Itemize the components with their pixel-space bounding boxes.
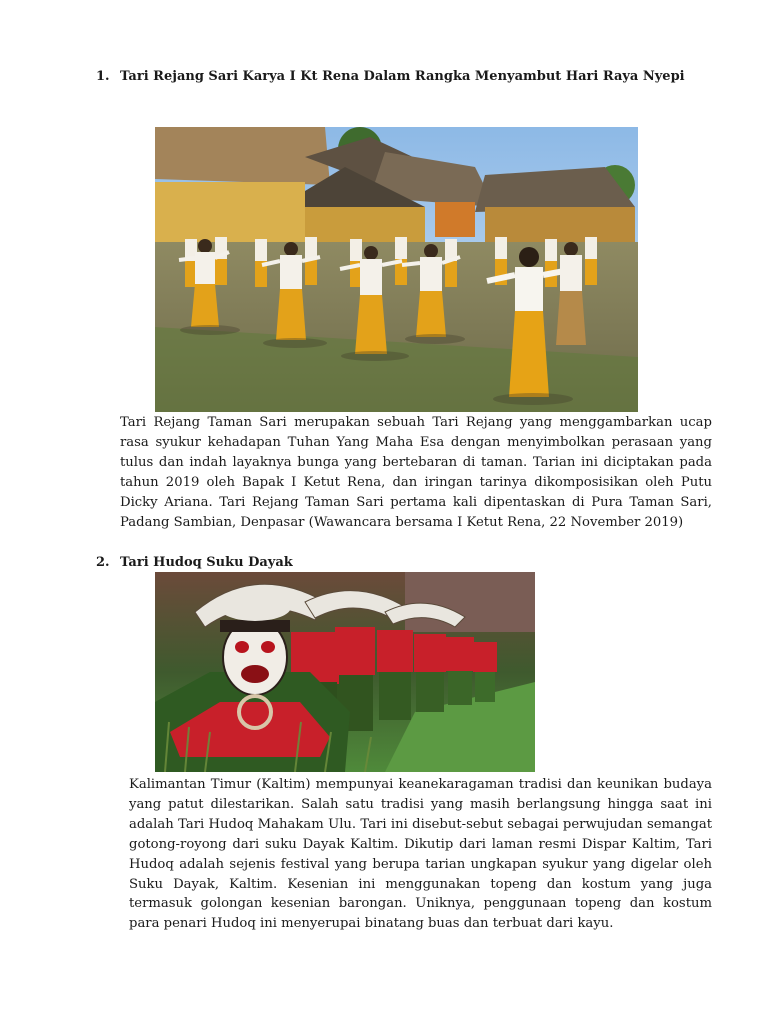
- rejang-dance-photo: [155, 127, 638, 412]
- section-2-number: 2.: [96, 555, 110, 570]
- section-2-paragraph: Kalimantan Timur (Kaltim) mempunyai keanekaragaman tradisi dan keunikan budaya yang patut dilestarikan. Salah satu tradisi yang masih berlangsung hingga saat ini adalah Tari Hudoq Mahakam Ulu. Tari ini disebut-sebut sebagai perwujudan semangat gotong-royong dari suku Dayak Kaltim. Dikutip dari laman resmi Dispar Kaltim, Tari Hudoq adalah sejenis festival yang berupa tarian ungkapan syukur yang digelar oleh Suku Dayak, Kaltim. Kesenian ini menggunakan topeng dan kostum yang juga termasuk golongan kesenian barongan. Uniknya, penggunaan topeng dan kostum para penari Hudoq ini menyerupai binatang buas dan terbuat dari kayu.: [129, 777, 712, 932]
- section-1-number: 1.: [96, 69, 110, 84]
- section-2-heading: [96, 552, 712, 573]
- hudoq-dance-photo: [155, 572, 535, 772]
- section-2-title: Tari Hudoq Suku Dayak: [120, 555, 293, 570]
- section-1-paragraph: Tari Rejang Taman Sari merupakan sebuah Tari Rejang yang menggambarkan ucap rasa syukur kehadapan Tuhan Yang Maha Esa dengan menyimbolkan perasaan yang tulus dan indah layaknya bunga yang bertebaran di taman. Tarian ini diciptakan pada tahun 2019 oleh Bapak I Ketut Rena, dan iringan tarinya dikomposisikan oleh Putu Dicky Ariana. Tari Rejang Taman Sari pertama kali dipentaskan di Pura Taman Sari, Padang Sambian, Denpasar (Wawancara bersama I Ketut Rena, 22 November 2019): [120, 415, 712, 530]
- section-1-heading: [96, 66, 712, 87]
- section-1-title: Tari Rejang Sari Karya I Kt Rena Dalam Rangka Menyambut Hari Raya Nyepi: [120, 69, 685, 84]
